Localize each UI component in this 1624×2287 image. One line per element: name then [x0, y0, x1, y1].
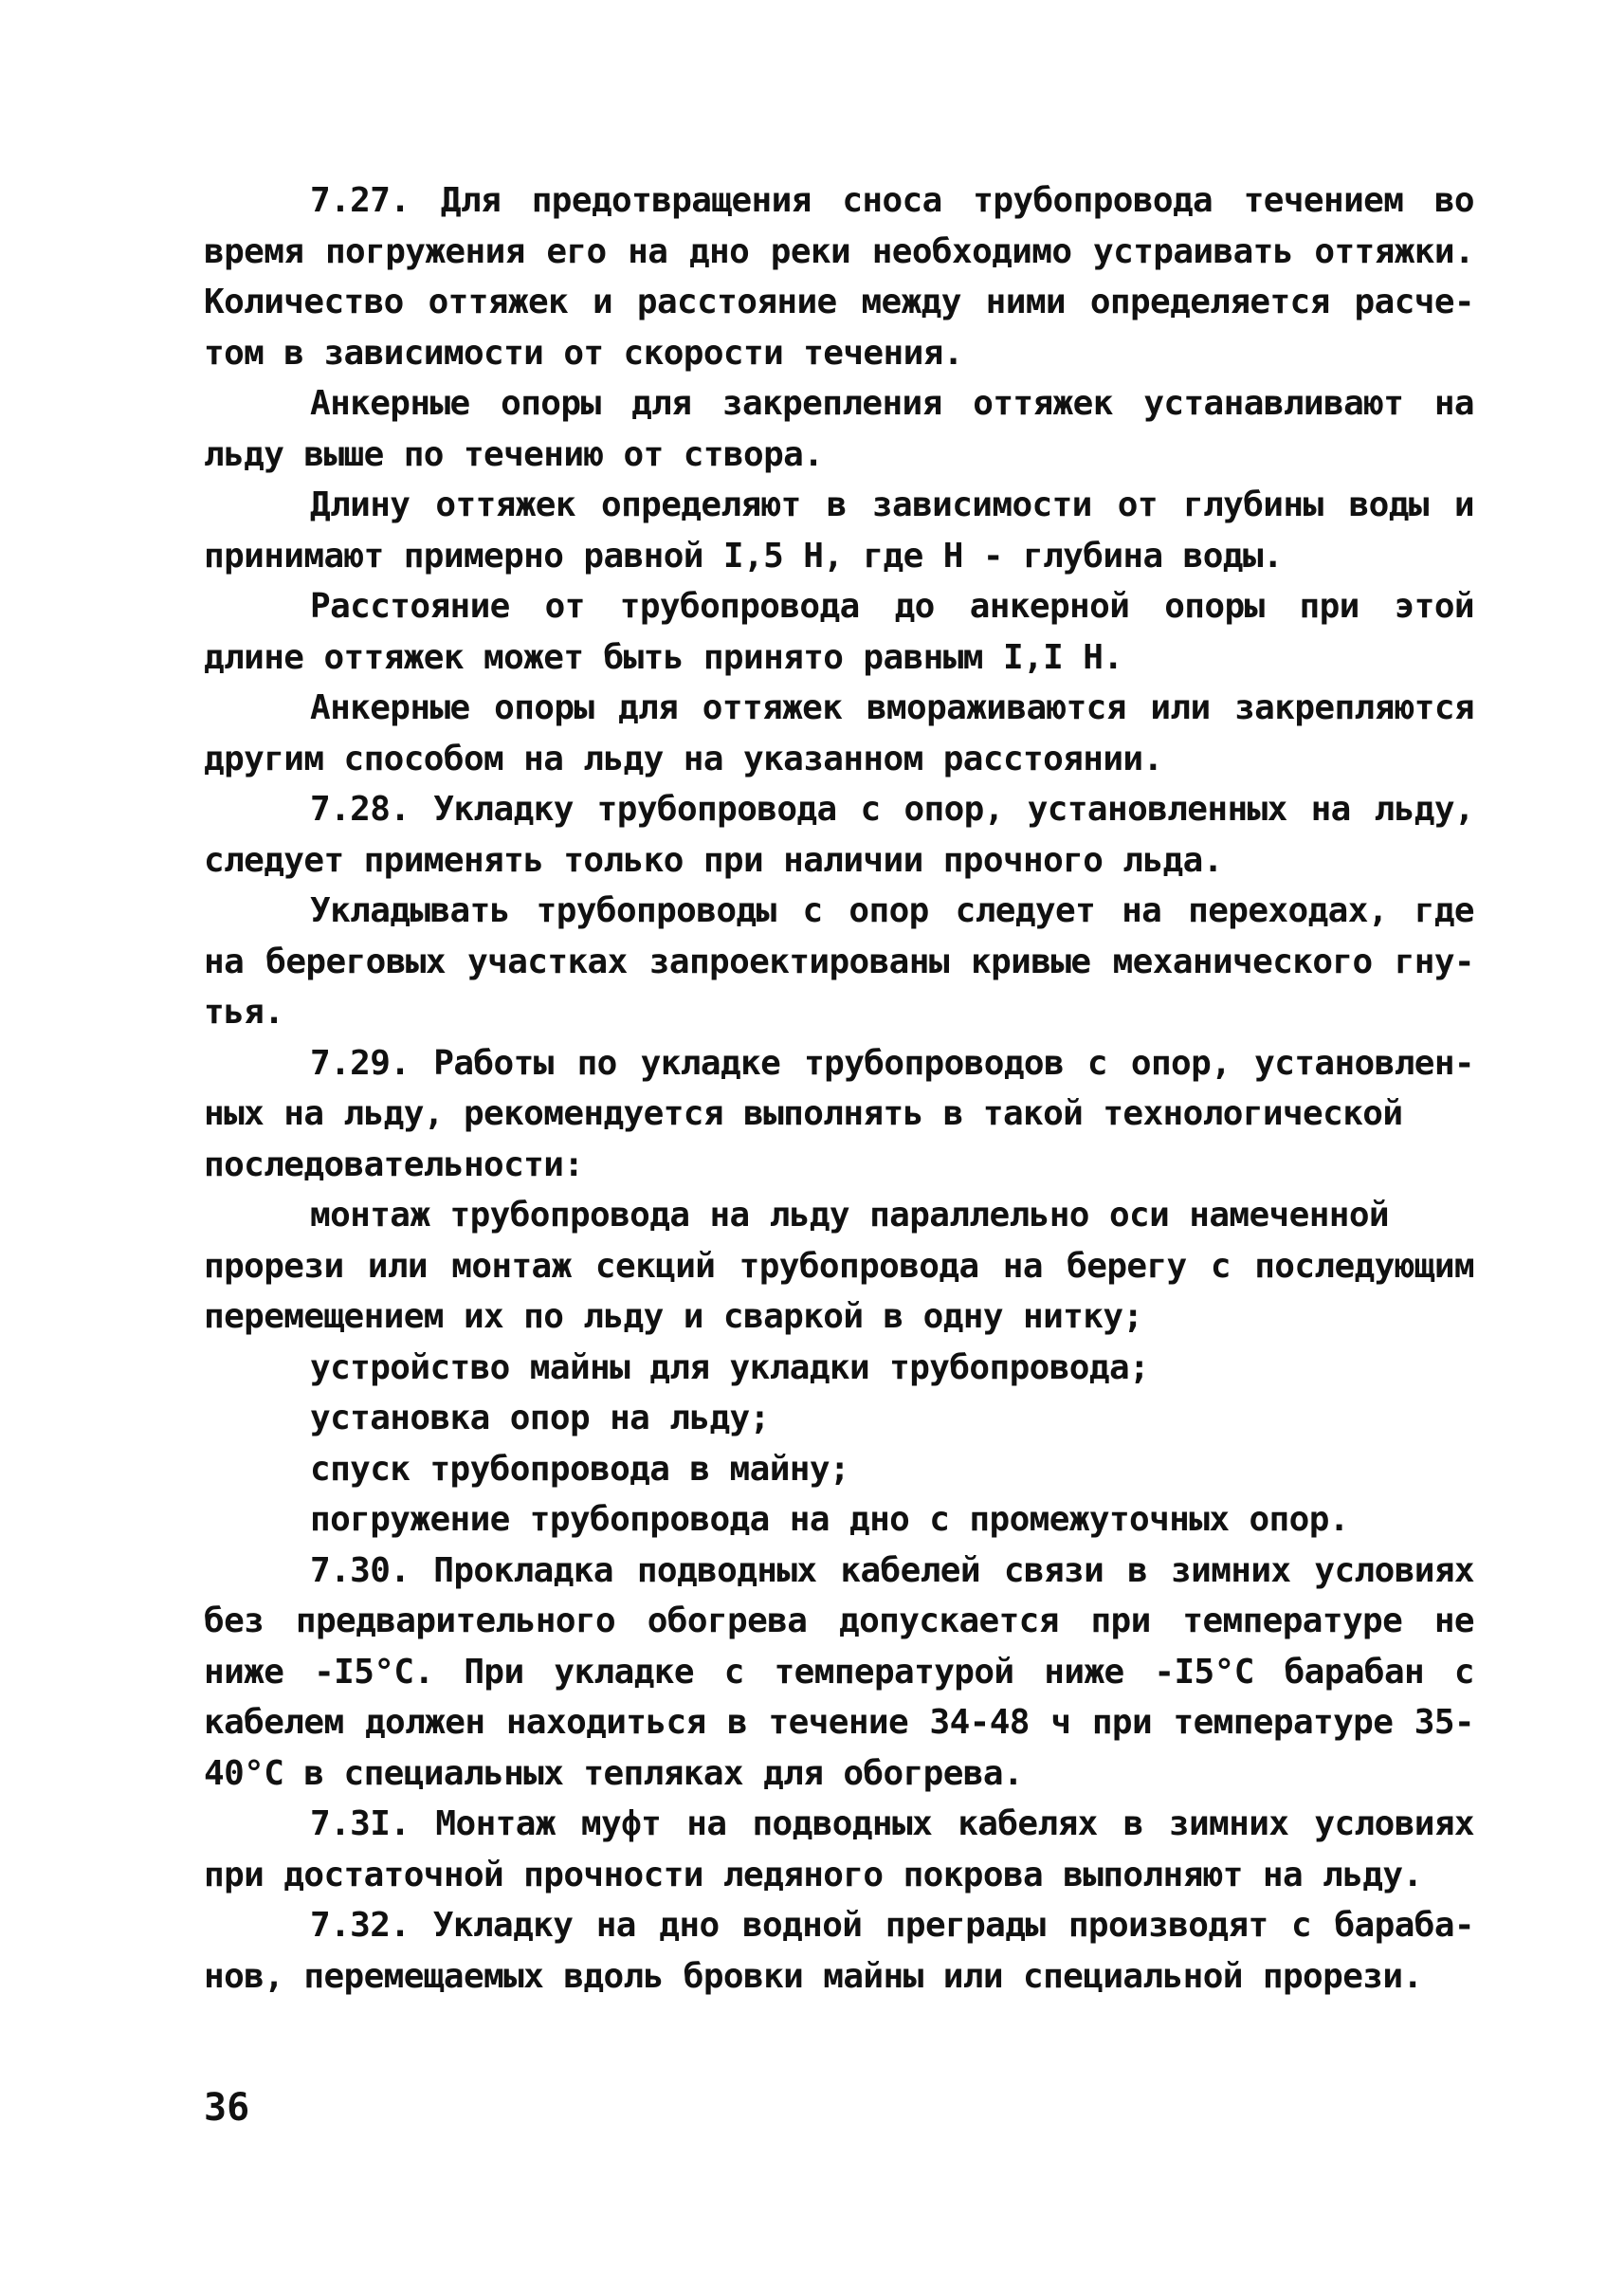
- page-number: 36: [204, 2086, 250, 2130]
- text-line: установка опор на льду;: [310, 1399, 770, 1437]
- text-line: при достаточной прочности ледяного покрова выполняют на льду.: [204, 1855, 1423, 1894]
- text-line: устройство майны для укладки трубопровода;: [310, 1347, 1150, 1387]
- text-line: 7.30. Прокладка подводных кабелей связи в зимних условиях: [310, 1550, 1474, 1590]
- text-line: спуск трубопровода в майну;: [310, 1449, 849, 1489]
- text-line: без предварительного обогрева допускается при температуре не: [204, 1601, 1474, 1640]
- text-line: ниже -I5°С. При укладке с температурой ниже -I5°С барабан с: [204, 1652, 1474, 1692]
- text-line: Укладывать трубопроводы с опор следует на переходах, где: [310, 891, 1474, 930]
- text-line: принимают примерно равной I,5 Н, где Н - глубина воды.: [204, 536, 1283, 576]
- text-line: Количество оттяжек и расстояние между ними определяется расче-: [204, 283, 1474, 321]
- text-line: ных на льду, рекомендуется выполнять в такой технологической: [204, 1094, 1403, 1133]
- document-body: [204, 175, 1474, 2002]
- text-line: 7.32. Укладку на дно водной преграды производят с бараба-: [310, 1906, 1474, 1945]
- text-line: 7.27. Для предотвращения сноса трубопровода течением во: [310, 181, 1474, 220]
- text-line: Анкерные опоры для закрепления оттяжек устанавливают на: [310, 384, 1474, 423]
- text-line: 40°С в специальных тепляках для обогрева.: [204, 1753, 1024, 1793]
- text-line: Расстояние от трубопровода до анкерной опоры при этой: [310, 587, 1474, 626]
- text-line: 7.3I. Монтаж муфт на подводных кабелях в зимних условиях: [310, 1804, 1474, 1843]
- text-line: 7.29. Работы по укладке трубопроводов с опор, установлен-: [310, 1043, 1474, 1083]
- text-line: льду выше по течению от створа.: [204, 434, 824, 474]
- text-line: том в зависимости от скорости течения.: [204, 333, 963, 373]
- text-line: Длину оттяжек определяют в зависимости от глубины воды и: [310, 485, 1474, 524]
- text-line: тья.: [204, 993, 284, 1032]
- text-line: последовательности:: [204, 1144, 584, 1184]
- text-line: Анкерные опоры для оттяжек вмораживаются или закрепляются: [310, 688, 1474, 727]
- text-line: кабелем должен находиться в течение 34-48 ч при температуре 35-: [204, 1703, 1474, 1742]
- text-line: 7.28. Укладку трубопровода с опор, установленных на льду,: [310, 790, 1474, 829]
- text-line: перемещением их по льду и сваркой в одну нитку;: [204, 1297, 1143, 1336]
- text-line: длине оттяжек может быть принято равным I,I Н.: [204, 637, 1123, 677]
- text-line: монтаж трубопровода на льду параллельно оси намеченной: [310, 1196, 1389, 1235]
- text-line: на береговых участках запроектированы кривые механического гну-: [204, 942, 1474, 981]
- text-line: следует применять только при наличии прочного льда.: [204, 840, 1223, 880]
- text-line: погружение трубопровода на дно с промежуточных опор.: [310, 1500, 1349, 1539]
- text-line: время погружения его на дно реки необходимо устраивать оттяжки.: [204, 231, 1474, 271]
- text-line: прорези или монтаж секций трубопровода на берегу с последующим: [204, 1246, 1474, 1286]
- text-line: другим способом на льду на указанном расстоянии.: [204, 739, 1163, 778]
- text-line: нов, перемещаемых вдоль бровки майны или специальной прорези.: [204, 1956, 1423, 1996]
